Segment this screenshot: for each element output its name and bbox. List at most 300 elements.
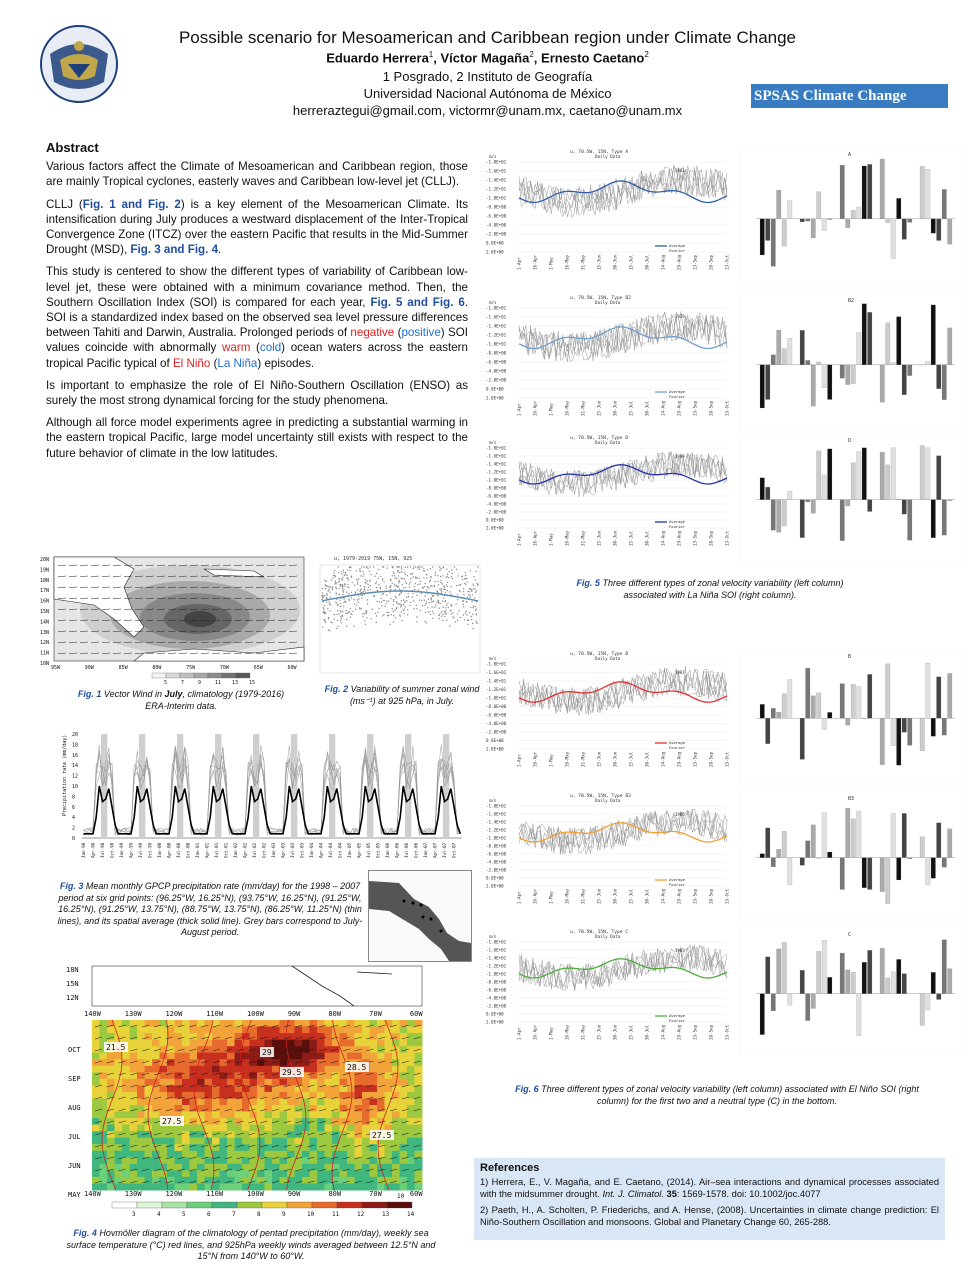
scatter-point bbox=[427, 569, 428, 570]
soi-bar bbox=[840, 165, 845, 219]
scatter-point bbox=[326, 602, 327, 603]
precip-cell bbox=[137, 1027, 145, 1034]
x-tick-label: 28-Sep bbox=[708, 254, 714, 270]
scatter-point bbox=[345, 572, 346, 573]
precip-cell bbox=[182, 1066, 190, 1073]
precip-cell bbox=[265, 1151, 273, 1158]
precip-cell bbox=[280, 1105, 288, 1112]
scatter-point bbox=[398, 586, 399, 587]
precip-cell bbox=[235, 1066, 243, 1073]
soi-bar bbox=[857, 811, 862, 858]
scatter-point bbox=[441, 588, 442, 589]
soi-bar bbox=[817, 451, 822, 500]
author-list: Eduardo Herrera$^1$, Víctor Magaña$^2$, Ernesto Caetano$^2$ bbox=[326, 50, 649, 66]
precip-cell bbox=[265, 1177, 273, 1184]
precip-cell bbox=[377, 1027, 385, 1034]
scatter-point bbox=[460, 584, 461, 585]
precip-cell bbox=[287, 1033, 295, 1040]
precip-cell bbox=[272, 1157, 280, 1164]
x-tick-label: 15-Jun bbox=[596, 530, 602, 546]
x-tick-label: Jan-03 bbox=[271, 842, 276, 858]
scatter-point bbox=[434, 586, 435, 587]
precip-cell bbox=[227, 1164, 235, 1171]
abstract-paragraph: Although all force model experiments agree in predicting a substantial warming in the eastern tropical Pacific, large model uncertainty still exists with respect to the future behavior of climate in the low latitudes. bbox=[46, 416, 468, 460]
scatter-point bbox=[407, 566, 408, 567]
scatter-point bbox=[329, 630, 330, 631]
chart-title: u, 70.5W, 15N, Type D bbox=[570, 436, 629, 441]
precip-cell bbox=[407, 1099, 415, 1106]
caption-label: Fig. 5 bbox=[576, 578, 600, 588]
precip-cell bbox=[160, 1072, 168, 1079]
precip-cell bbox=[362, 1092, 370, 1099]
soi-bar bbox=[931, 219, 936, 233]
y-tick-label: -8.0E+00 bbox=[486, 979, 507, 985]
scatter-point bbox=[342, 590, 343, 591]
precip-cell bbox=[122, 1066, 130, 1073]
scatter-point bbox=[440, 576, 441, 577]
precip-cell bbox=[257, 1085, 265, 1092]
y-tick-label: -6.0E+00 bbox=[486, 851, 507, 857]
x-tick-label: 14-Aug bbox=[660, 1024, 666, 1040]
precip-cell bbox=[167, 1099, 175, 1106]
precip-cell bbox=[220, 1170, 228, 1177]
x-tick-label: 15-Jul bbox=[628, 530, 634, 546]
precip-cell bbox=[310, 1059, 318, 1066]
scatter-point bbox=[396, 578, 397, 579]
precip-cell bbox=[190, 1151, 198, 1158]
precip-cell bbox=[107, 1151, 115, 1158]
scatter-point bbox=[361, 608, 362, 609]
scatter-point bbox=[397, 570, 398, 571]
precip-cell bbox=[347, 1170, 355, 1177]
x-tick-label: Apr-98 bbox=[90, 842, 96, 858]
caption-label: Fig. 6 bbox=[515, 1084, 539, 1094]
precip-cell bbox=[317, 1053, 325, 1060]
x-tick-label: Apr-00 bbox=[166, 842, 172, 858]
precip-cell bbox=[347, 1040, 355, 1047]
y-tick-label: -4.0E+00 bbox=[486, 368, 507, 374]
scatter-point bbox=[445, 613, 446, 614]
fig6-timeseries-c bbox=[485, 926, 735, 1056]
precip-cell bbox=[175, 1066, 183, 1073]
legend-label: Average bbox=[669, 243, 686, 248]
scatter-point bbox=[463, 604, 464, 605]
scatter-point bbox=[370, 589, 371, 590]
precip-cell bbox=[265, 1085, 273, 1092]
x-tick-label: Apr-99 bbox=[128, 842, 134, 858]
x-tick-label: 28-Sep bbox=[708, 888, 714, 904]
precip-cell bbox=[152, 1053, 160, 1060]
precip-cell bbox=[92, 1144, 100, 1151]
scatter-point bbox=[451, 569, 452, 570]
scatter-point bbox=[395, 589, 396, 590]
scatter-point bbox=[325, 612, 326, 613]
scatter-point bbox=[343, 602, 344, 603]
precip-cell bbox=[182, 1079, 190, 1086]
positive-word: positive bbox=[401, 326, 441, 340]
precip-cell bbox=[130, 1053, 138, 1060]
fig6-caption bbox=[512, 1084, 922, 1107]
soi-bar bbox=[868, 950, 873, 993]
scatter-point bbox=[470, 607, 471, 608]
x-tick-label: 29-Aug bbox=[676, 254, 682, 270]
precip-cell bbox=[325, 1046, 333, 1053]
scatter-point bbox=[401, 600, 402, 601]
y-tick-label: -1.2E+01 bbox=[486, 332, 507, 338]
scatter-point bbox=[321, 595, 322, 596]
precip-cell bbox=[107, 1053, 115, 1060]
lat-label: 12N bbox=[66, 994, 79, 1002]
scatter-point bbox=[426, 622, 427, 623]
precip-cell bbox=[392, 1053, 400, 1060]
precip-cell bbox=[347, 1092, 355, 1099]
scatter-point bbox=[390, 589, 391, 590]
precip-cell bbox=[220, 1027, 228, 1034]
scatter-point bbox=[449, 625, 450, 626]
scatter-point bbox=[393, 601, 394, 602]
x-tick-label: Apr-01 bbox=[204, 842, 210, 858]
precip-cell bbox=[205, 1177, 213, 1184]
soi-bar bbox=[886, 465, 891, 500]
precip-cell bbox=[415, 1144, 423, 1151]
scatter-point bbox=[398, 575, 399, 576]
scatter-point bbox=[338, 613, 339, 614]
la-nina-word: La Niña bbox=[217, 356, 258, 370]
fig2-caption bbox=[324, 684, 480, 707]
soi-bar bbox=[880, 452, 885, 499]
scatter-point bbox=[356, 604, 357, 605]
scatter-point bbox=[345, 574, 346, 575]
precip-cell bbox=[302, 1170, 310, 1177]
y-tick-label: -6.0E+00 bbox=[486, 493, 507, 499]
soi-bar bbox=[760, 994, 765, 1035]
precip-cell bbox=[415, 1020, 423, 1027]
unit-label: m/s bbox=[489, 934, 497, 939]
precip-cell bbox=[310, 1079, 318, 1086]
fig2-scatter-chart bbox=[314, 553, 484, 678]
precip-cell bbox=[310, 1118, 318, 1125]
precip-cell bbox=[235, 1125, 243, 1132]
x-tick-label: 31-May bbox=[580, 751, 586, 767]
lat-label: 16N bbox=[40, 598, 50, 605]
y-tick-label: -1.4E+01 bbox=[486, 177, 507, 183]
precip-cell bbox=[197, 1027, 205, 1034]
soi-bar bbox=[920, 166, 925, 218]
precip-cell bbox=[100, 1020, 108, 1027]
scatter-point bbox=[344, 575, 345, 576]
y-tick-label: -1.2E+01 bbox=[486, 186, 507, 192]
soi-bar bbox=[811, 365, 816, 406]
precip-cell bbox=[167, 1092, 175, 1099]
precip-cell bbox=[317, 1112, 325, 1119]
scatter-point bbox=[457, 620, 458, 621]
soi-bar bbox=[931, 858, 936, 879]
scatter-point bbox=[335, 593, 336, 594]
scatter-point bbox=[423, 570, 424, 571]
precip-cell bbox=[317, 1033, 325, 1040]
scatter-point bbox=[340, 616, 341, 617]
soi-bar bbox=[788, 491, 793, 499]
scatter-point bbox=[463, 588, 464, 589]
unit-label: m/s bbox=[489, 154, 497, 159]
precip-cell bbox=[100, 1027, 108, 1034]
precip-cell bbox=[392, 1105, 400, 1112]
precip-cell bbox=[302, 1020, 310, 1027]
scatter-point bbox=[453, 617, 454, 618]
scatter-point bbox=[408, 593, 409, 594]
precip-cell bbox=[377, 1059, 385, 1066]
precip-cell bbox=[227, 1027, 235, 1034]
precip-cell bbox=[212, 1092, 220, 1099]
affiliation-line: 1 Posgrado, 2 Instituto de Geografía bbox=[382, 69, 593, 84]
precip-cell bbox=[385, 1046, 393, 1053]
precip-cell bbox=[310, 1112, 318, 1119]
scatter-point bbox=[390, 598, 391, 599]
y-tick-label: -1.4E+01 bbox=[486, 819, 507, 825]
soi-bar bbox=[782, 831, 787, 857]
y-tick-label: -1.8E+01 bbox=[486, 803, 507, 809]
year-label: 1987 bbox=[675, 670, 685, 675]
precip-cell bbox=[100, 1105, 108, 1112]
precip-cell bbox=[227, 1157, 235, 1164]
colorbar-label: 6 bbox=[207, 1211, 211, 1218]
precip-cell bbox=[130, 1170, 138, 1177]
precip-cell bbox=[407, 1053, 415, 1060]
scatter-point bbox=[444, 612, 445, 613]
scatter-point bbox=[435, 581, 436, 582]
x-tick-label: 1-Apr bbox=[516, 891, 522, 904]
precip-cell bbox=[182, 1131, 190, 1138]
caption-label: Fig. 3 bbox=[59, 881, 84, 891]
soi-bar bbox=[800, 858, 805, 866]
precip-cell bbox=[400, 1066, 408, 1073]
y-tick-label: 0 bbox=[72, 836, 76, 842]
lon-label: 110W bbox=[206, 1010, 224, 1018]
colorbar-label: 7 bbox=[181, 680, 185, 685]
precip-cell bbox=[370, 1170, 378, 1177]
precip-cell bbox=[212, 1027, 220, 1034]
x-tick-label: 1-May bbox=[548, 533, 554, 546]
precip-cell bbox=[370, 1027, 378, 1034]
scatter-point bbox=[355, 591, 356, 592]
precip-cell bbox=[317, 1020, 325, 1027]
precip-cell bbox=[122, 1125, 130, 1132]
chart-title: B3 bbox=[848, 796, 855, 802]
scatter-point bbox=[385, 586, 386, 587]
scatter-point bbox=[337, 610, 338, 611]
y-tick-label: -1.8E+01 bbox=[486, 159, 507, 165]
scatter-point bbox=[408, 596, 409, 597]
y-tick-label: -1.8E+01 bbox=[486, 445, 507, 451]
precip-cell bbox=[362, 1099, 370, 1106]
y-tick-label: -1.0E+01 bbox=[486, 835, 507, 841]
scatter-point bbox=[417, 584, 418, 585]
precip-cell bbox=[325, 1170, 333, 1177]
scatter-point bbox=[452, 578, 453, 579]
soi-bar bbox=[777, 849, 782, 857]
precip-cell bbox=[340, 1144, 348, 1151]
precip-cell bbox=[385, 1040, 393, 1047]
y-tick-label: 2 bbox=[72, 825, 76, 832]
chart-title: B bbox=[848, 654, 852, 660]
scatter-point bbox=[329, 586, 330, 587]
lat-label: 18N bbox=[40, 577, 50, 584]
scatter-point bbox=[465, 572, 466, 573]
precip-cell bbox=[370, 1085, 378, 1092]
precip-cell bbox=[355, 1170, 363, 1177]
precip-cell bbox=[115, 1144, 123, 1151]
scatter-point bbox=[359, 570, 360, 571]
journal-name: Int. J. Climatol. bbox=[602, 1189, 664, 1199]
scatter-point bbox=[332, 586, 333, 587]
colorbar-swatch bbox=[187, 1202, 212, 1208]
precip-cell bbox=[205, 1085, 213, 1092]
scatter-point bbox=[335, 583, 336, 584]
scatter-point bbox=[386, 600, 387, 601]
precip-cell bbox=[280, 1131, 288, 1138]
scatter-point bbox=[343, 572, 344, 573]
scatter-point bbox=[394, 573, 395, 574]
x-tick-label: Jan-04 bbox=[309, 842, 314, 858]
scatter-point bbox=[448, 577, 449, 578]
precip-cell bbox=[400, 1138, 408, 1145]
scatter-point bbox=[345, 610, 346, 611]
scatter-point bbox=[346, 619, 347, 620]
soi-bar bbox=[868, 312, 873, 365]
year-label: 1981 bbox=[675, 168, 685, 173]
x-tick-label: 13-Sep bbox=[692, 1024, 698, 1040]
scatter-point bbox=[464, 583, 465, 584]
precip-cell bbox=[280, 1170, 288, 1177]
scatter-point bbox=[327, 594, 328, 595]
precip-cell bbox=[317, 1079, 325, 1086]
soi-bar bbox=[846, 808, 851, 857]
precip-cell bbox=[340, 1079, 348, 1086]
soi-bar bbox=[817, 192, 822, 219]
precip-cell bbox=[250, 1079, 258, 1086]
scatter-point bbox=[367, 584, 368, 585]
soi-bar bbox=[771, 708, 776, 718]
precip-cell bbox=[340, 1040, 348, 1047]
scatter-point bbox=[328, 617, 329, 618]
precip-cell bbox=[137, 1053, 145, 1060]
scatter-point bbox=[458, 584, 459, 585]
legend-label: Average bbox=[669, 519, 686, 524]
precip-cell bbox=[145, 1177, 153, 1184]
x-tick-label: 30-Jul bbox=[644, 1024, 650, 1040]
scatter-point bbox=[388, 601, 389, 602]
contour-label: 29.5 bbox=[282, 1068, 302, 1077]
precip-cell bbox=[407, 1020, 415, 1027]
precip-cell bbox=[152, 1020, 160, 1027]
scatter-point bbox=[323, 610, 324, 611]
scatter-point bbox=[465, 578, 466, 579]
chart-title: u, 1979-2019 75W, 15N, 925 bbox=[334, 556, 413, 562]
precip-cell bbox=[182, 1105, 190, 1112]
x-tick-label: Apr-05 bbox=[356, 842, 362, 858]
scatter-point bbox=[450, 605, 451, 606]
precip-cell bbox=[115, 1059, 123, 1066]
precip-cell bbox=[400, 1072, 408, 1079]
scatter-point bbox=[435, 572, 436, 573]
y-tick-label: 4 bbox=[72, 815, 76, 822]
x-tick-label: 13-Sep bbox=[692, 751, 698, 767]
unit-label: m/s bbox=[489, 300, 497, 305]
spsas-logo bbox=[751, 84, 948, 108]
precip-cell bbox=[167, 1177, 175, 1184]
soi-bar bbox=[851, 819, 856, 858]
scatter-point bbox=[328, 590, 329, 591]
precip-cell bbox=[160, 1079, 168, 1086]
scatter-point bbox=[338, 604, 339, 605]
precip-cell bbox=[265, 1033, 273, 1040]
lon-label: 90W bbox=[287, 1010, 301, 1018]
precip-cell bbox=[130, 1066, 138, 1073]
caption-label: Fig. 2 bbox=[324, 684, 349, 694]
scatter-point bbox=[393, 615, 394, 616]
x-tick-label: 28-Sep bbox=[708, 1024, 714, 1040]
scatter-point bbox=[341, 573, 342, 574]
precip-cell bbox=[235, 1151, 243, 1158]
scatter-point bbox=[382, 615, 383, 616]
soi-bar bbox=[766, 487, 771, 500]
precip-cell bbox=[107, 1138, 115, 1145]
x-tick-label: 13-Sep bbox=[692, 888, 698, 904]
scatter-point bbox=[367, 568, 368, 569]
precip-cell bbox=[272, 1079, 280, 1086]
scatter-point bbox=[390, 579, 391, 580]
soi-bar bbox=[828, 365, 833, 400]
x-tick-label: 31-May bbox=[580, 254, 586, 270]
colorbar-label: 3 bbox=[132, 1211, 136, 1218]
precip-cell bbox=[100, 1066, 108, 1073]
precip-cell bbox=[407, 1085, 415, 1092]
scatter-point bbox=[433, 601, 434, 602]
x-tick-label: Jul-98 bbox=[100, 842, 105, 858]
precip-cell bbox=[167, 1066, 175, 1073]
soi-bar bbox=[857, 207, 862, 219]
scatter-point bbox=[399, 603, 400, 604]
precip-cell bbox=[220, 1092, 228, 1099]
soi-bar bbox=[777, 500, 782, 533]
contour-label: 28.5 bbox=[347, 1063, 367, 1072]
precip-cell bbox=[182, 1099, 190, 1106]
soi-bar bbox=[800, 500, 805, 538]
precip-cell bbox=[205, 1059, 213, 1066]
precip-cell bbox=[137, 1072, 145, 1079]
scatter-point bbox=[418, 578, 419, 579]
precip-cell bbox=[400, 1184, 408, 1191]
scatter-point bbox=[357, 583, 358, 584]
scatter-point bbox=[457, 613, 458, 614]
precip-cell bbox=[160, 1099, 168, 1106]
precip-cell bbox=[175, 1170, 183, 1177]
soi-bar bbox=[931, 500, 936, 538]
y-tick-label: -4.0E+00 bbox=[486, 721, 507, 726]
colorbar-label: 4 bbox=[157, 1211, 161, 1218]
precip-cell bbox=[122, 1157, 130, 1164]
soi-bar bbox=[771, 858, 776, 867]
scatter-point bbox=[342, 588, 343, 589]
scatter-point bbox=[442, 583, 443, 584]
precip-cell bbox=[190, 1099, 198, 1106]
precip-cell bbox=[145, 1085, 153, 1092]
y-tick-label: -2.0E+00 bbox=[486, 231, 507, 237]
scatter-point bbox=[351, 597, 352, 598]
scatter-point bbox=[431, 576, 432, 577]
scatter-point bbox=[419, 566, 420, 567]
soi-bar bbox=[897, 198, 902, 219]
